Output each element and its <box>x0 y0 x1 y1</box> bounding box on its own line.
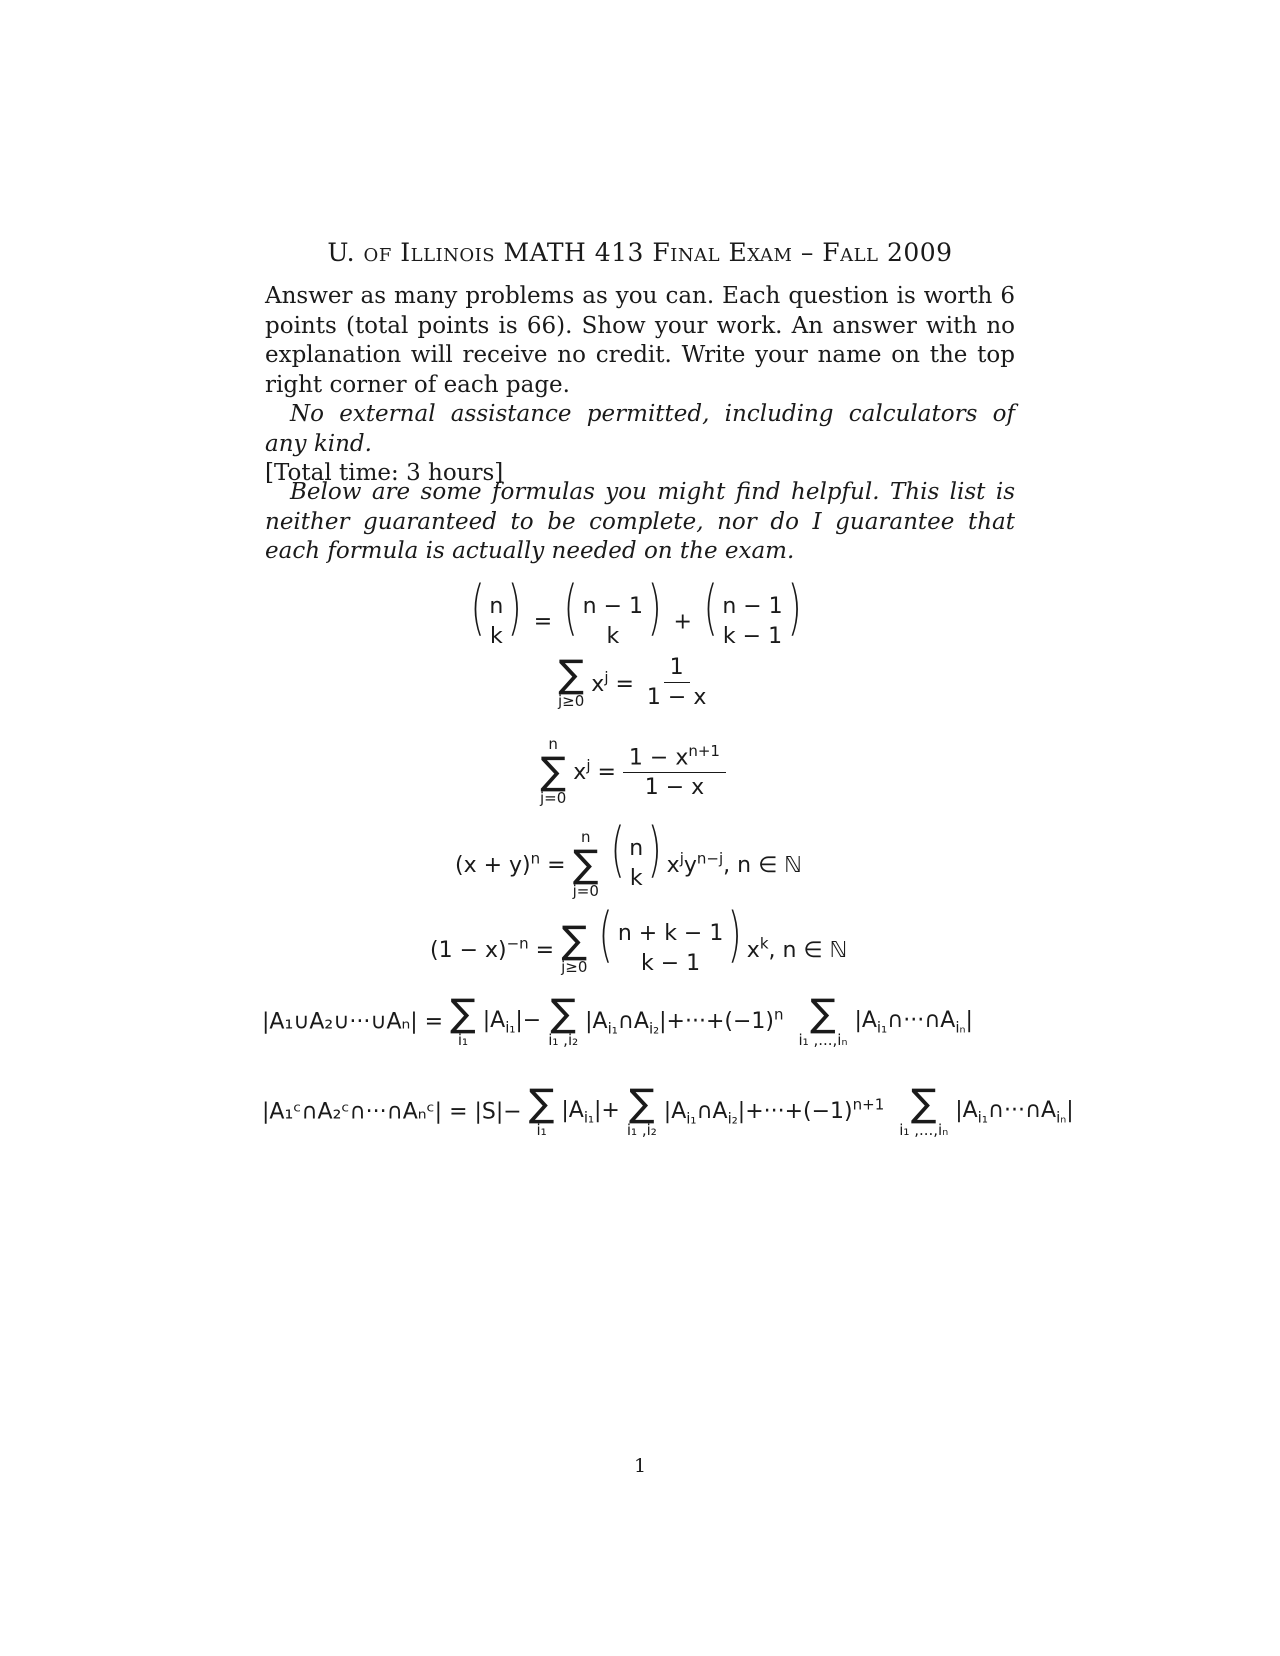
formula-complement: |A₁ᶜ∩A₂ᶜ∩···∩Aₙᶜ| = |S|− ∑ i₁ $|A_{i_1}|+$ ∑ i₁ ,i₂ $|A_{i_1}\cap A_{i_2}|+\cdot\cdot\cdot+(-1)^{n+1}$ ∑ i₁ ,...,iₙ $|A_{i_1}\cap\cdot\cdot\cdot\cap A_{i_n}|$ <box>262 1081 1074 1139</box>
geom-inf-exp: j <box>604 668 609 687</box>
no-assistance-text: No external assistance permitted, including calculators of any kind. <box>265 401 1015 457</box>
comp-sum3-lower: i₁ ,...,iₙ <box>899 1121 949 1139</box>
ie-t3-sub1: i₁ <box>876 1018 888 1037</box>
formula-pascal: ( n k ) = ( n − 1 k ) + ( n − 1 k − 1 ) <box>466 578 806 652</box>
pascal-a-bot: k <box>606 624 620 649</box>
pascal-lhs-bot: k <box>490 624 503 649</box>
comp-t2-a: |A <box>663 1099 687 1125</box>
formula-geometric-finite: n ∑ j=0 $x^j$ = $\frac{1 - x^{n+1}}{1 - x}$ <box>540 735 726 807</box>
pascal-a-top: n − 1 <box>582 594 644 619</box>
pascal-b-bot: k − 1 <box>722 624 783 649</box>
formula-binomial: $(x + y)^n$ = n ∑ j=0 ( n k ) $x^jy^{n-j}$, n ∈ ℕ <box>455 815 802 900</box>
ie-lhs: |A₁∪A₂∪···∪Aₙ| <box>262 1009 418 1035</box>
comp-t3-sub1: i₁ <box>977 1108 988 1127</box>
negbin-lhs-exp: −n <box>506 934 529 953</box>
geom-fin-num-base: 1 − x <box>628 745 689 771</box>
formula-negative-binomial: $(1 - x)^{-n}$ = ∑ j≥0 ( n + k − 1 k − 1 ) $x^k$, n ∈ ℕ <box>430 905 847 979</box>
pascal-lhs-top: n <box>489 594 504 619</box>
instructions-block <box>265 282 1015 489</box>
binomial-top: n <box>629 836 644 861</box>
comp-t1-sub: i₁ <box>583 1108 595 1127</box>
ie-t2-sub2: i₂ <box>648 1019 660 1038</box>
comp-t2-sub2: i₂ <box>727 1109 738 1128</box>
negbin-tail-exp: k <box>759 934 769 953</box>
ie-sum1-lower: i₁ <box>457 1031 468 1049</box>
formula-inclusion-exclusion: |A₁∪A₂∪···∪Aₙ| = ∑ i₁ $|A_{i_1}|-$ ∑ i₁ ,i₂ $|A_{i_1}\cap A_{i_2}|+\cdot\cdot\cdot+(-1)^n$ ∑ i₁ ,...,iₙ $|A_{i_1}\cap\cdot\cdot\cdot\cap A_{i_n}|$ <box>262 991 973 1049</box>
ie-sum2-lower: i₁ ,i₂ <box>548 1031 579 1049</box>
binomial-lhs: (x + y) <box>455 853 531 879</box>
binomial-lhs-exp: n <box>530 849 541 868</box>
comp-mid: = |S|− <box>449 1099 522 1125</box>
ie-t3-end: | <box>965 1007 973 1033</box>
ie-t1-sub: i₁ <box>505 1018 516 1037</box>
comp-t2-mid: ∩A <box>696 1099 728 1125</box>
comp-t3-end: | <box>1066 1097 1074 1123</box>
geom-fin-lower: j=0 <box>540 789 567 807</box>
binomial-tail-x: x <box>666 853 680 879</box>
geom-fin-term: x <box>573 760 587 786</box>
negbin-lower: j≥0 <box>561 958 588 976</box>
ie-t2-end: |+···+(−1) <box>659 1009 774 1035</box>
negbin-tail: x <box>746 938 760 964</box>
ie-t2-a: |A <box>585 1009 608 1035</box>
page-title <box>0 238 1280 267</box>
geom-inf-lower: j≥0 <box>558 691 585 710</box>
binomial-tail-exp2: n−j <box>696 849 724 868</box>
ie-t3-mid: ∩···∩A <box>887 1007 956 1033</box>
binomial-upper: n <box>580 828 591 846</box>
comp-lhs: |A₁ᶜ∩A₂ᶜ∩···∩Aₙᶜ| <box>262 1099 443 1125</box>
pascal-b-top: n − 1 <box>722 594 783 619</box>
geom-fin-num-exp: n+1 <box>688 741 720 760</box>
binomial-cond: , n ∈ ℕ <box>723 853 802 879</box>
ie-t3-sub2: iₙ <box>955 1018 966 1037</box>
geom-inf-term: x <box>591 671 605 697</box>
ie-t3-a: |A <box>854 1007 877 1033</box>
ie-t1-a: |A <box>482 1007 506 1033</box>
ie-t2-sub1: i₁ <box>607 1019 618 1038</box>
geom-fin-upper: n <box>548 735 558 753</box>
negbin-top: n + k − 1 <box>617 921 724 946</box>
ie-sum3-lower: i₁ ,...,iₙ <box>798 1031 848 1049</box>
ie-t2-mid: ∩A <box>617 1009 649 1035</box>
geom-inf-den: 1 − x <box>646 685 707 710</box>
negbin-lhs: (1 − x) <box>430 938 507 964</box>
comp-t1-end: |+ <box>594 1097 620 1123</box>
comp-t2-end: |+···+(−1) <box>737 1099 853 1125</box>
comp-exp: n+1 <box>852 1096 885 1115</box>
negbin-bot: k − 1 <box>641 951 701 976</box>
comp-sum1-lower: i₁ <box>536 1121 547 1139</box>
total-time-text: [Total time: 3 hours] <box>265 460 504 486</box>
comp-sum2-lower: i₁ ,i₂ <box>626 1121 657 1139</box>
binomial-bot: k <box>629 866 643 891</box>
comp-t2-sub1: i₁ <box>686 1109 697 1128</box>
geom-fin-den: 1 − x <box>644 775 705 801</box>
formula-geometric-infinite: ∑ j≥0 $x^j$ = $\frac{1}{1 - x}$ <box>558 655 712 710</box>
comp-t3-a: |A <box>955 1097 978 1123</box>
negbin-cond: , n ∈ ℕ <box>768 938 848 964</box>
geom-inf-num: 1 <box>664 655 690 683</box>
helpful-note: Below are some formulas you might find helpful. This list is neither guaranteed to be complete, nor do I guarantee that each formula is actually needed on the exam. <box>265 479 1015 564</box>
binomial-tail-y: y <box>683 853 697 879</box>
title-text: U. of Illinois MATH 413 Final Exam – Fall 2009 <box>327 238 953 267</box>
ie-exp: n <box>774 1006 784 1025</box>
comp-t1-a: |A <box>561 1097 584 1123</box>
page-number: 1 <box>633 1455 647 1477</box>
binomial-lower: j=0 <box>572 882 599 900</box>
binomial-tail-exp1: j <box>679 849 684 868</box>
instructions-text: Answer as many problems as you can. Each question is worth 6 points (total points is 66). Show your work. An answer with no explanation will receive no credit. Write your name on the top right corner of each page. <box>265 283 1015 398</box>
comp-t3-mid: ∩···∩A <box>987 1097 1057 1123</box>
comp-t3-sub2: iₙ <box>1056 1108 1067 1127</box>
geom-fin-exp: j <box>586 756 591 775</box>
ie-t1-end: |− <box>515 1007 542 1033</box>
